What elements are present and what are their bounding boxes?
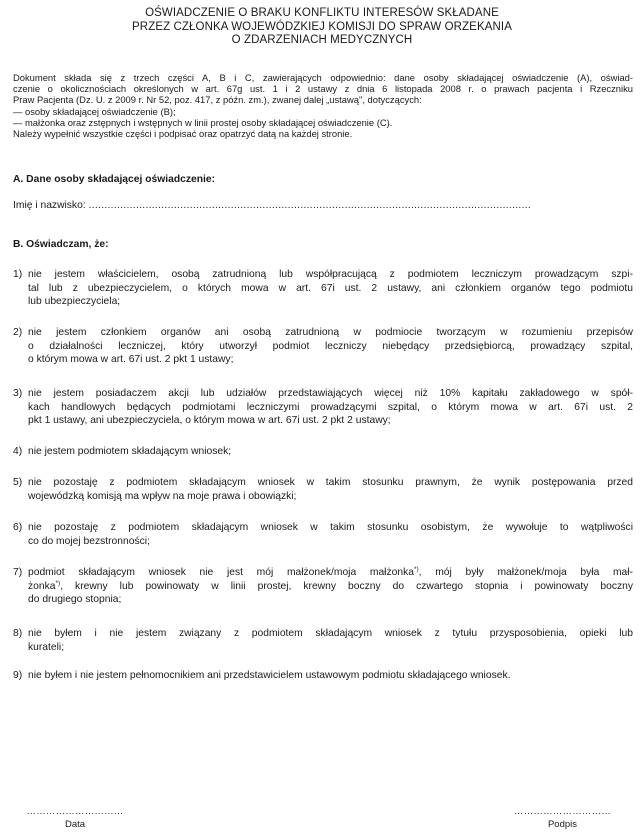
date-field[interactable]: ………………………… bbox=[26, 806, 124, 817]
item-number: 1) bbox=[13, 269, 23, 280]
item-line: nie jestem posiadaczem akcji lub udziałów przedstawiających więcej niż 10% kapitału zakładowego w spół- bbox=[28, 388, 633, 399]
item-line: kurateli; bbox=[28, 641, 65, 653]
statement-item-3 bbox=[13, 387, 633, 428]
item-line: nie jestem podmiotem składającym wniosek; bbox=[28, 446, 232, 457]
item-line: nie jestem właścicielem, osobą zatrudnioną lub współpracującą z podmiotem leczniczym prowadzącym szpi- bbox=[28, 269, 633, 280]
intro-line: — małżonka oraz zstępnych i wstępnych w linii prostej osoby składającej oświadczenie (C). bbox=[13, 116, 393, 128]
item-number: 7) bbox=[13, 567, 23, 578]
signature-block bbox=[500, 806, 625, 830]
item-number: 3) bbox=[13, 388, 23, 399]
name-field-row bbox=[13, 200, 628, 211]
item-line: podmiot składającym wniosek nie jest mój małżonek/moja małżonka*), mój były małżonek/moja była mał- bbox=[28, 566, 633, 578]
item-line: żonka*), krewny lub powinowaty w linii prostej, krewny boczny do czwartego stopnia i powinowaty boczny bbox=[28, 579, 633, 592]
item-number: 8) bbox=[13, 628, 23, 639]
item-line: lub ubezpieczyciela; bbox=[28, 296, 121, 307]
statement-item-2 bbox=[13, 326, 633, 367]
item-line: o działalności leczniczej, który utworzył podmiot leczniczy niebędący przedsiębiorcą, prowadzący szpital, bbox=[28, 340, 633, 352]
date-signature-block bbox=[15, 806, 135, 830]
item-line: nie pozostaję z podmiotem składającym wniosek w takim stosunku osobistym, że wywołuje to wątpliwości bbox=[28, 522, 633, 533]
name-field[interactable]: ............................................................................................................................................ bbox=[88, 200, 532, 211]
item-line: o którym mowa w art. 67i ust. 2 pkt 1 ustawy; bbox=[28, 354, 234, 365]
item-line: nie byłem i nie jestem związany z podmiotem składającym wniosek z tytułu przysposobienia, opieki lub bbox=[28, 628, 633, 639]
signature-field[interactable]: ………………………… bbox=[514, 806, 611, 817]
statement-item-8 bbox=[13, 627, 633, 654]
signature-label: Podpis bbox=[547, 819, 578, 830]
statement-item-5 bbox=[13, 476, 633, 503]
section-a-heading: A. Dane osoby składającej oświadczenie: bbox=[13, 174, 216, 185]
item-number: 4) bbox=[13, 446, 23, 457]
item-number: 9) bbox=[13, 670, 23, 681]
title-line-3: O ZDARZENIACH MEDYCZNYCH bbox=[231, 34, 413, 46]
statement-item-9 bbox=[13, 669, 633, 683]
item-line: tal lub z ubezpieczycielem, o których mowa w art. 67i ust. 2 ustawy, ani członkiem organów tego podmiotu bbox=[28, 282, 633, 294]
item-line: do drugiego stopnia; bbox=[28, 594, 122, 605]
item-line: nie pozostaję z podmiotem składającym wniosek w takim stosunku prawnym, że wynik postępowania przed bbox=[28, 477, 633, 488]
item-line: nie byłem i nie jestem pełnomocnikiem ani przedstawicielem ustawowym podmiotu składającego wniosek. bbox=[28, 670, 511, 681]
item-line: nie jestem członkiem organów ani osobą zatrudnioną w podmiocie tworzącym w rozumieniu przepisów bbox=[28, 327, 633, 338]
item-line: pkt 1 ustawy, ani ubezpieczyciela, o którym mowa w art. 67i ust. 2 pkt 2 ustawy; bbox=[28, 415, 391, 426]
title-line-2: PRZEZ CZŁONKA WOJEWÓDZKIEJ KOMISJI DO SPRAW ORZEKANIA bbox=[132, 20, 512, 33]
statement-item-7 bbox=[13, 566, 633, 607]
item-line: wojewódzką komisją ma wpływ na moje prawa i obowiązki; bbox=[28, 490, 297, 502]
section-b-heading: B. Oświadczam, że: bbox=[13, 239, 109, 250]
title-line-1: OŚWIADCZENIE O BRAKU KONFLIKTU INTERESÓW SKŁADANE bbox=[145, 7, 499, 19]
intro-line: Dokument składa się z trzech części A, B i C, zawierających odpowiednio: dane osoby składającej oświadczenie (A), oświad- bbox=[13, 72, 633, 83]
document-title bbox=[0, 7, 644, 48]
intro-line: Należy wypełnić wszystkie części i podpisać oraz opatrzyć datą na każdej stronie. bbox=[13, 128, 353, 140]
item-number: 5) bbox=[13, 477, 23, 488]
statement-item-1 bbox=[13, 268, 633, 309]
intro-paragraph bbox=[13, 72, 633, 139]
item-line: kach handlowych będących podmiotami leczniczymi prowadzącymi szpital, o którym mowa w art. 67i ust. 2 bbox=[28, 401, 633, 413]
name-label: Imię i nazwisko: bbox=[13, 200, 86, 211]
date-label: Data bbox=[64, 819, 86, 830]
intro-line: Praw Pacjenta (Dz. U. z 2009 r. Nr 52, poz. 417, z późn. zm.), zwanej dalej „ustawą", dotyczących: bbox=[13, 94, 422, 106]
statement-item-6 bbox=[13, 521, 633, 548]
intro-line: — osoby składającej oświadczenie (B); bbox=[13, 105, 176, 117]
intro-line: czenie o okolicznościach określonych w art. 67g ust. 1 i 2 ustawy z dnia 6 listopada 2008 r. o prawach pacjenta i Rzeczniku bbox=[13, 83, 633, 95]
statement-item-4 bbox=[13, 445, 633, 459]
item-number: 2) bbox=[13, 327, 23, 338]
item-line: co do mojej bezstronności; bbox=[28, 535, 150, 547]
item-number: 6) bbox=[13, 522, 23, 533]
